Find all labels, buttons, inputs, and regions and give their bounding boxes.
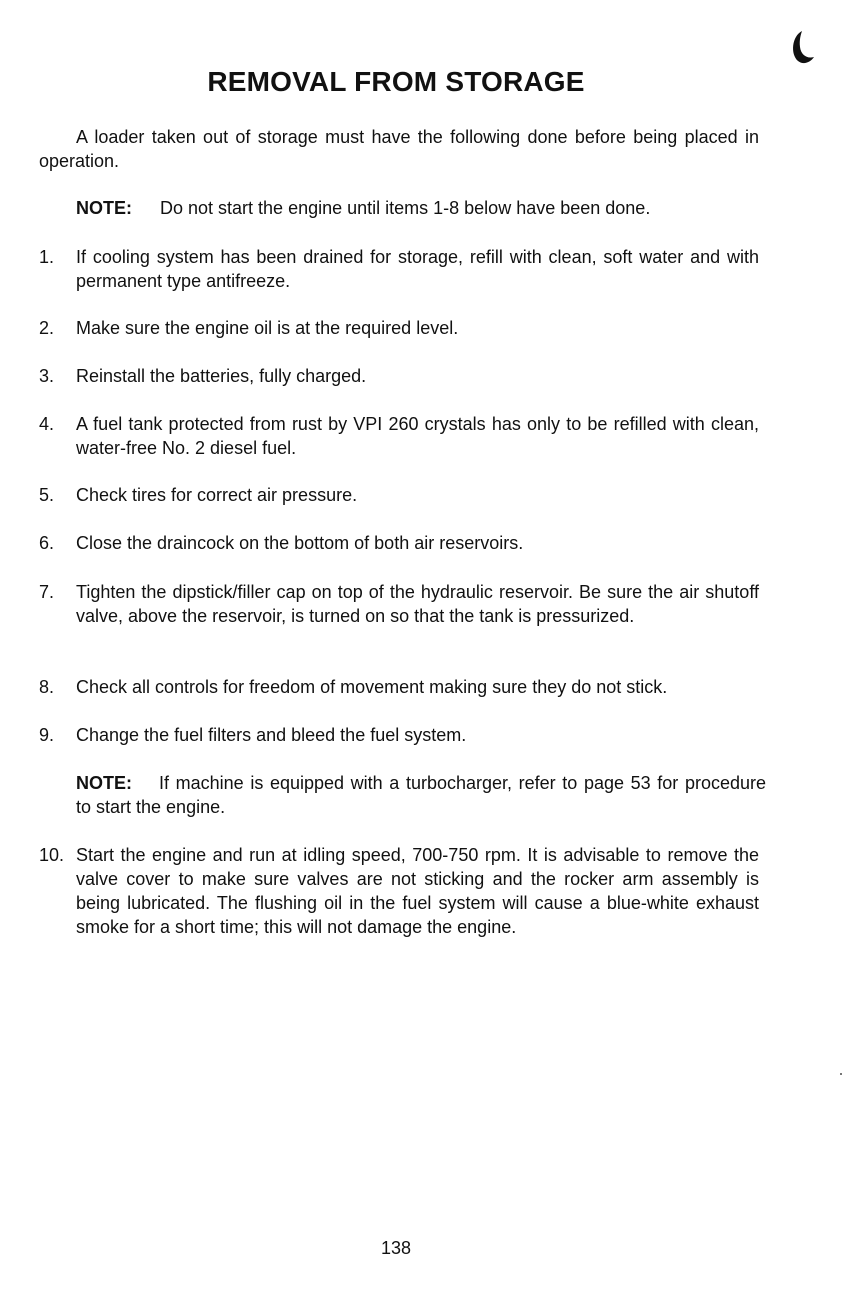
step-number: 2. bbox=[39, 318, 55, 338]
step-number: 3. bbox=[39, 366, 55, 386]
page-number: 138 bbox=[380, 1238, 412, 1258]
step-text: Start the engine and run at idling speed, 700-750 rpm. It is advisable to remove the valve cover to make sure valves are not sticking and the rocker arm assembly is being lubricated. The flushing oil in the fuel system will cause a blue-white exhaust smoke for a short time; this will not damage the engine. bbox=[76, 845, 759, 937]
step-4 bbox=[39, 412, 759, 460]
note-text: If machine is equipped with a turbocharger, refer to page 53 for procedure to start the engine. bbox=[76, 773, 766, 817]
step-text: Tighten the dipstick/filler cap on top of the hydraulic reservoir. Be sure the air shutoff valve, above the reservoir, is turned on so that the tank is pressurized. bbox=[76, 582, 759, 626]
step-8 bbox=[39, 675, 759, 699]
step-text: Close the draincock on the bottom of both air reservoirs. bbox=[76, 533, 524, 553]
step-number: 10. bbox=[39, 845, 65, 865]
step-text: If cooling system has been drained for storage, refill with clean, soft water and with permanent type antifreeze. bbox=[76, 247, 759, 291]
page-title: REMOVAL FROM STORAGE bbox=[207, 66, 585, 97]
step-text: Check tires for correct air pressure. bbox=[76, 485, 358, 505]
edge-mark bbox=[840, 1073, 842, 1075]
intro-paragraph: A loader taken out of storage must have the following done before being placed in operation. bbox=[39, 127, 759, 171]
step-9 bbox=[39, 723, 759, 747]
step-2 bbox=[39, 316, 759, 340]
step-10 bbox=[39, 843, 759, 939]
step-text: A fuel tank protected from rust by VPI 260 crystals has only to be refilled with clean, water-free No. 2 diesel fuel. bbox=[76, 414, 759, 458]
step-5 bbox=[39, 483, 759, 507]
step-number: 7. bbox=[39, 582, 55, 602]
crescent-mark-icon bbox=[786, 28, 816, 68]
note-label: NOTE: bbox=[76, 198, 132, 218]
step-number: 9. bbox=[39, 725, 55, 745]
step-number: 5. bbox=[39, 485, 55, 505]
step-text: Check all controls for freedom of movement making sure they do not stick. bbox=[76, 677, 668, 697]
step-number: 4. bbox=[39, 414, 55, 434]
step-text: Reinstall the batteries, fully charged. bbox=[76, 366, 367, 386]
step-text: Make sure the engine oil is at the required level. bbox=[76, 318, 459, 338]
step-7 bbox=[39, 580, 759, 628]
step-3 bbox=[39, 364, 759, 388]
note-turbocharger bbox=[76, 771, 766, 819]
step-text: Change the fuel filters and bleed the fuel system. bbox=[76, 725, 467, 745]
note-label: NOTE: bbox=[76, 773, 132, 793]
note-text: Do not start the engine until items 1-8 below have been done. bbox=[160, 198, 651, 218]
step-number: 1. bbox=[39, 247, 55, 267]
note-start-engine bbox=[76, 196, 766, 220]
step-6 bbox=[39, 531, 759, 555]
step-number: 8. bbox=[39, 677, 55, 697]
step-number: 6. bbox=[39, 533, 55, 553]
step-1 bbox=[39, 245, 759, 293]
